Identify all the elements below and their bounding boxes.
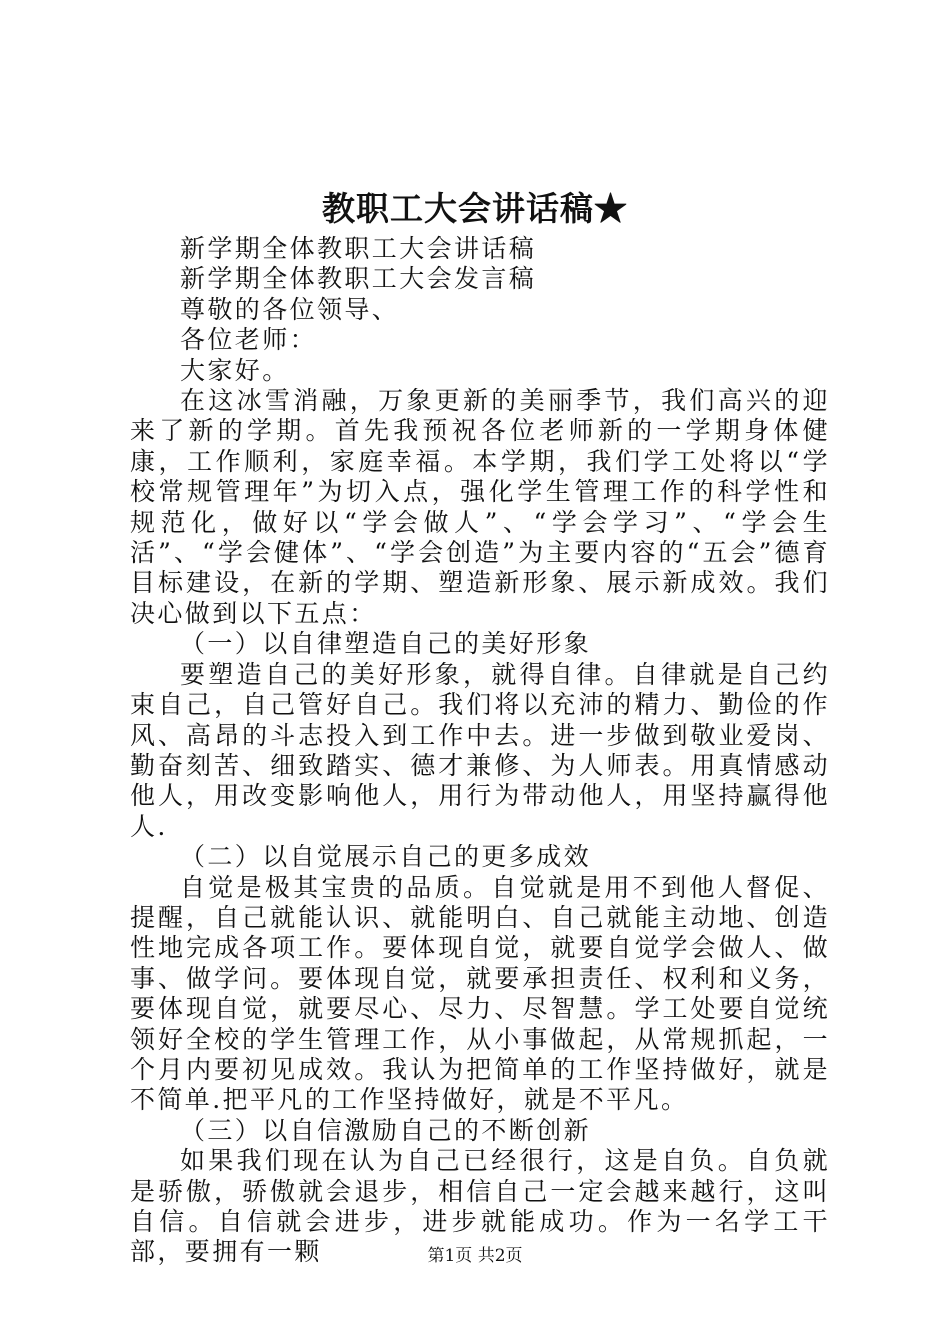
section-paragraph-1: 要塑造自己的美好形象，就得自律。自律就是自己约束自己，自己管好自己。我们将以充沛的精力、勤俭的作风、高昂的斗志投入到工作中去。进一步做到敬业爱岗、勤奋刻苦、细致踏实、德才兼修、为人师表。用真情感动他人，用改变影响他人，用行为带动他人，用坚持赢得他人. — [130, 659, 830, 841]
subtitle-speech: 新学期全体教职工大会讲话稿 — [180, 234, 537, 263]
section-paragraph-3: 如果我们现在认为自己已经很行，这是自负。自负就是骄傲，骄傲就会退步，相信自己一定会越来越行，这叫自信。自信就会进步，进步就能成功。作为一名学工干部，要拥有一颗 — [130, 1146, 830, 1267]
document-title: 教职工大会讲话稿★ — [322, 189, 628, 228]
section-heading-1: （一）以自律塑造自己的美好形象 — [180, 629, 592, 659]
subtitle-statement: 新学期全体教职工大会发言稿 — [180, 264, 537, 294]
greeting: 大家好。 — [180, 355, 290, 385]
salutation-teachers: 各位老师： — [180, 325, 318, 355]
section-heading-3: （三）以自信激励自己的不断创新 — [180, 1115, 592, 1145]
section-paragraph-2: 自觉是极其宝贵的品质。自觉就是用不到他人督促、提醒，自己就能认识、就能明白、自己就能主动地、创造性地完成各项工作。要体现自觉，就要自觉学会做人、做事、做学问。要体现自觉，就要承担责任、权利和义务，要体现自觉，就要尽心、尽力、尽智慧。学工处要自觉统领好全校的学生管理工作，从小事做起，从常规抓起，一个月内要初见成效。我认为把简单的工作坚持做好，就是不简单.把平凡的工作坚持做好，就是不平凡。 — [130, 872, 830, 1115]
page-footer: 第1页 共2页 — [427, 1246, 523, 1266]
document-body — [130, 234, 830, 1268]
salutation-leaders: 尊敬的各位领导、 — [180, 294, 400, 324]
intro-paragraph: 在这冰雪消融，万象更新的美丽季节，我们高兴的迎来了新的学期。首先我预祝各位老师新的一学期身体健康，工作顺利，家庭幸福。本学期，我们学工处将以“学校常规管理年”为切入点，强化学生管理工作的科学性和规范化，做好以“学会做人”、“学会学习”、“学会生活”、“学会健体”、“学会创造”为主要内容的“五会”德育目标建设，在新的学期、塑造新形象、展示新成效。我们决心做到以下五点： — [130, 386, 830, 628]
section-heading-2: （二）以自觉展示自己的更多成效 — [180, 842, 592, 872]
